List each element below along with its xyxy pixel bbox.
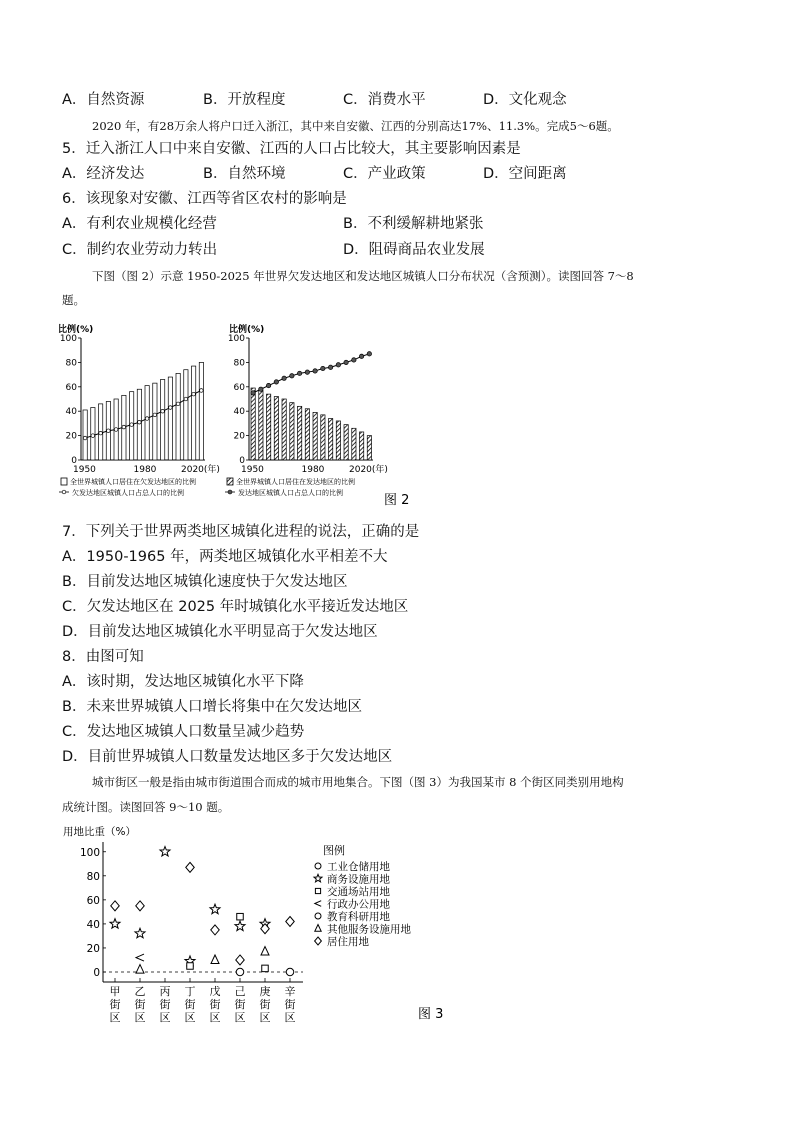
fig2-bar [290, 403, 294, 460]
q5-option-c: C．产业政策 [343, 166, 426, 182]
fig3-category-label: 街 [134, 998, 146, 1011]
note-q9-10-line2: 成统计图。读图回答 9～10 题。 [62, 800, 230, 814]
fig2-y-tick-label: 40 [65, 407, 77, 418]
fig2-bar [137, 389, 141, 460]
fig3-legend-label: 交通场站用地 [327, 886, 390, 898]
fig3-category-label: 区 [284, 1011, 296, 1024]
q6-option-d: D．阻碍商品农业发展 [343, 242, 485, 258]
fig2-line-point [130, 423, 134, 427]
fig2-bar [282, 399, 286, 460]
fig2-line-point [122, 425, 126, 429]
figure-3 [55, 822, 475, 1027]
fig3-category-label: 区 [184, 1011, 196, 1024]
fig3-y-tick-label: 20 [86, 942, 100, 955]
fig2-bar [305, 409, 309, 460]
fig3-legend-label: 工业仓储用地 [327, 861, 390, 873]
fig2-line-point [321, 366, 325, 370]
fig3-category-label: 己 [234, 985, 246, 998]
q5-option-d: D．空间距离 [483, 166, 567, 182]
fig2-right-ylabel: 比例(%) [229, 325, 265, 335]
fig3-y-tick-label: 40 [86, 918, 100, 931]
fig3-category-label: 区 [209, 1011, 221, 1024]
fig2-line-point [251, 391, 255, 395]
fig2-bar [259, 390, 263, 460]
q7-option-c: C．欠发达地区在 2025 年时城镇化水平接近发达地区 [62, 599, 409, 615]
q5-option-b: B．自然环境 [203, 166, 286, 182]
note-q7-8-line1: 下图（图 2）示意 1950-2025 年世界欠发达地区和发达地区城镇人口分布状况（含预测）。读图回答 7～8 [92, 269, 634, 283]
figure-2 [55, 318, 425, 518]
fig3-category-label: 街 [159, 998, 171, 1011]
note-q7-8-line2: 题。 [62, 293, 85, 307]
fig2-bar [161, 379, 165, 460]
fig2-bar [313, 412, 317, 460]
fig2-line-point [200, 389, 204, 393]
fig2-bar [168, 377, 172, 460]
fig2-y-tick-label: 100 [227, 334, 245, 344]
fig2-line-point [107, 429, 111, 433]
fig3-category-label: 区 [134, 1011, 146, 1024]
fig3-category-label: 街 [109, 998, 121, 1011]
fig2-line-point [313, 369, 317, 373]
fig3-legend-marker-circle [315, 863, 321, 869]
note-q9-10-line1: 城市街区一般是指由城市街道围合而成的城市用地集合。下图（图 3）为我国某市 8 个街区同类别用地构 [92, 775, 624, 789]
fig2-bar [360, 432, 364, 460]
fig3-legend-marker-star [314, 874, 322, 882]
fig2-x-tick-label: 1950 [73, 465, 96, 475]
fig2-bar [184, 370, 188, 460]
fig2-line-point [274, 380, 278, 384]
fig2-line-point [328, 365, 332, 369]
fig2-line-point [297, 371, 301, 375]
fig2-line-point [153, 413, 157, 417]
fig2-bar [336, 421, 340, 460]
fig3-ylabel: 用地比重（%） [63, 826, 136, 838]
fig2-line-point [114, 428, 118, 432]
fig3-point-diamond [111, 901, 120, 911]
fig3-legend-label: 其他服务设施用地 [327, 923, 411, 936]
q5-stem: 5．迁入浙江人口中来自安徽、江西的人口占比较大，其主要影响因素是 [62, 141, 521, 157]
legend-bar-dev: 全世界城镇人口居住在发达地区的比例 [236, 478, 355, 486]
fig2-bar [251, 388, 255, 460]
fig2-line-point [176, 402, 180, 406]
fig3-point-star [110, 919, 120, 928]
fig2-bar [367, 436, 371, 460]
fig3-point-diamond [261, 924, 270, 934]
fig2-line-point [359, 354, 363, 358]
q7-option-a: A．1950-1965 年，两类地区城镇化水平相差不大 [62, 549, 388, 565]
fig2-y-tick-label: 80 [233, 358, 245, 369]
fig3-legend-marker-triangle-left [315, 901, 321, 907]
fig3-point-star [210, 904, 220, 914]
fig3-category-label: 丁 [184, 985, 196, 998]
fig2-y-tick-label: 80 [65, 358, 77, 369]
q4-option-b: B．开放程度 [203, 92, 286, 108]
fig2-y-tick-label: 20 [65, 431, 77, 442]
fig3-legend-marker-square [315, 888, 320, 893]
fig2-x-tick-label: 1980 [133, 465, 157, 475]
fig2-bar [199, 362, 203, 460]
fig2-line-point [344, 360, 348, 364]
fig2-line-point [336, 363, 340, 367]
fig3-category-label: 街 [209, 998, 221, 1011]
q7-option-d: D．目前发达地区城镇化水平明显高于欠发达地区 [62, 624, 378, 640]
fig2-line-point [169, 406, 173, 410]
q7-stem: 7．下列关于世界两类地区城镇化进程的说法，正确的是 [62, 524, 420, 540]
fig3-point-circle [236, 968, 244, 976]
fig3-point-circle [286, 968, 294, 976]
fig2-x-tick-label: 1980 [301, 465, 325, 475]
fig2-x-tick-label: 2020(年) [181, 465, 220, 475]
fig3-y-tick-label: 100 [79, 846, 100, 859]
fig3-category-label: 庚 [259, 985, 271, 998]
fig3-category-label: 街 [234, 998, 246, 1011]
fig3-category-label: 乙 [134, 985, 146, 998]
fig2-bar [344, 425, 348, 460]
fig2-y-tick-label: 0 [71, 456, 77, 466]
fig2-line-point [145, 417, 149, 421]
fig2-bar [192, 366, 196, 460]
note-q5-6: 2020 年，有28万余人将户口迁入浙江，其中来自安徽、江西的分别高达17%、11.3%。完成5～6题。 [92, 119, 619, 133]
fig2-bar [83, 410, 87, 460]
fig3-point-diamond [236, 955, 245, 965]
q8-option-b: B．未来世界城镇人口增长将集中在欠发达地区 [62, 699, 362, 715]
fig3-point-star [160, 847, 170, 857]
legend-line-under: 欠发达地区城镇人口占总人口的比例 [72, 489, 184, 497]
fig2-bar [329, 419, 333, 460]
q8-option-d: D．目前世界城镇人口数量发达地区多于欠发达地区 [62, 749, 393, 765]
fig2-line-point [83, 436, 87, 440]
fig2-y-tick-label: 100 [59, 334, 77, 344]
fig2-line-point [367, 352, 371, 356]
fig2-y-tick-label: 40 [233, 407, 245, 418]
fig3-y-tick-label: 0 [93, 967, 100, 979]
fig2-x-tick-label: 2020(年) [349, 465, 388, 475]
fig2-bar [274, 397, 278, 460]
fig3-point-triangle [261, 947, 269, 956]
fig3-category-label: 丙 [159, 985, 171, 998]
fig2-y-tick-label: 20 [233, 431, 245, 442]
fig2-line-point [259, 387, 263, 391]
fig3-point-triangle [136, 965, 144, 974]
fig2-line-point [138, 420, 142, 424]
fig2-bar [352, 428, 356, 460]
q6-option-b: B．不利缓解耕地紧张 [343, 216, 484, 232]
fig3-category-label: 区 [109, 1011, 121, 1024]
figure-2-label: 图 2 [384, 493, 410, 508]
legend-bar-under: 全世界城镇人口居住在欠发达地区的比例 [70, 478, 196, 486]
fig3-category-label: 街 [284, 998, 296, 1011]
fig2-bar [176, 373, 180, 460]
fig3-category-label: 区 [234, 1011, 246, 1024]
fig3-point-square [187, 963, 194, 970]
q4-option-d: D．文化观念 [483, 92, 567, 108]
q6-option-a: A．有利农业规模化经营 [62, 216, 217, 232]
fig2-x-tick-label: 1950 [241, 465, 264, 475]
fig3-point-square [262, 965, 269, 972]
fig2-line-point [184, 397, 188, 401]
fig2-line-point [192, 392, 196, 396]
fig3-point-square [237, 913, 244, 920]
fig3-legend-marker-circle [315, 913, 321, 919]
q6-stem: 6．该现象对安徽、江西等省区农村的影响是 [62, 191, 347, 207]
fig3-legend-label: 行政办公用地 [327, 898, 390, 911]
fig3-category-label: 区 [259, 1011, 271, 1024]
figure-3-label: 图 3 [418, 1007, 444, 1022]
fig3-point-diamond [136, 901, 145, 911]
fig2-bar [145, 386, 149, 460]
fig2-line-point [91, 434, 95, 438]
q8-stem: 8．由图可知 [62, 649, 144, 665]
fig3-category-label: 街 [184, 998, 196, 1011]
fig2-line-point [290, 374, 294, 378]
fig2-line-point [352, 358, 356, 362]
fig3-y-tick-label: 80 [86, 870, 100, 883]
fig3-legend-marker-triangle [315, 925, 321, 932]
fig2-bar [298, 406, 302, 460]
fig3-category-label: 辛 [284, 985, 296, 998]
fig2-bar [267, 394, 271, 460]
q8-option-c: C．发达地区城镇人口数量呈减少趋势 [62, 724, 305, 740]
fig3-legend-marker-diamond [315, 937, 322, 945]
q7-option-b: B．目前发达地区城镇化速度快于欠发达地区 [62, 574, 348, 590]
fig2-y-tick-label: 0 [239, 456, 245, 466]
fig3-category-label: 戊 [209, 985, 221, 998]
q6-option-c: C．制约农业劳动力转出 [62, 242, 218, 258]
fig2-line-point [282, 376, 286, 380]
fig3-point-diamond [211, 925, 220, 935]
fig3-point-star [235, 921, 245, 931]
q4-option-a: A．自然资源 [62, 92, 145, 108]
fig2-line-point [305, 370, 309, 374]
fig3-legend-label: 商务设施用地 [327, 873, 390, 886]
fig3-point-star [135, 928, 145, 938]
legend-line-dev: 发达地区城镇人口占总人口的比例 [238, 489, 343, 497]
fig3-point-diamond [186, 862, 195, 872]
fig2-line-point [161, 409, 165, 413]
legend-line-under-marker [62, 490, 66, 494]
fig2-left-ylabel: 比例(%) [58, 325, 94, 335]
fig3-category-label: 区 [159, 1011, 171, 1024]
fig3-legend-title: 图例 [323, 844, 345, 857]
fig3-category-label: 甲 [109, 985, 121, 998]
fig2-line-point [99, 431, 103, 435]
legend-bar-under-swatch [61, 478, 67, 485]
fig3-point-triangle-left [136, 954, 144, 961]
fig2-line-point [266, 383, 270, 387]
fig3-legend-label: 教育科研用地 [327, 911, 390, 923]
q5-option-a: A．经济发达 [62, 166, 145, 182]
fig3-legend-label: 居住用地 [327, 936, 369, 948]
fig3-category-label: 街 [259, 998, 271, 1011]
q8-option-a: A．该时期，发达地区城镇化水平下降 [62, 674, 304, 690]
fig3-point-diamond [286, 916, 295, 926]
fig2-y-tick-label: 60 [233, 382, 245, 393]
fig2-y-tick-label: 60 [65, 382, 77, 393]
fig2-bar [321, 415, 325, 460]
fig3-y-tick-label: 60 [86, 894, 100, 907]
legend-bar-dev-swatch [227, 478, 233, 485]
legend-line-dev-marker [228, 490, 232, 494]
fig2-bar [153, 383, 157, 460]
fig3-point-triangle [211, 955, 219, 964]
q4-option-c: C．消费水平 [343, 92, 426, 108]
